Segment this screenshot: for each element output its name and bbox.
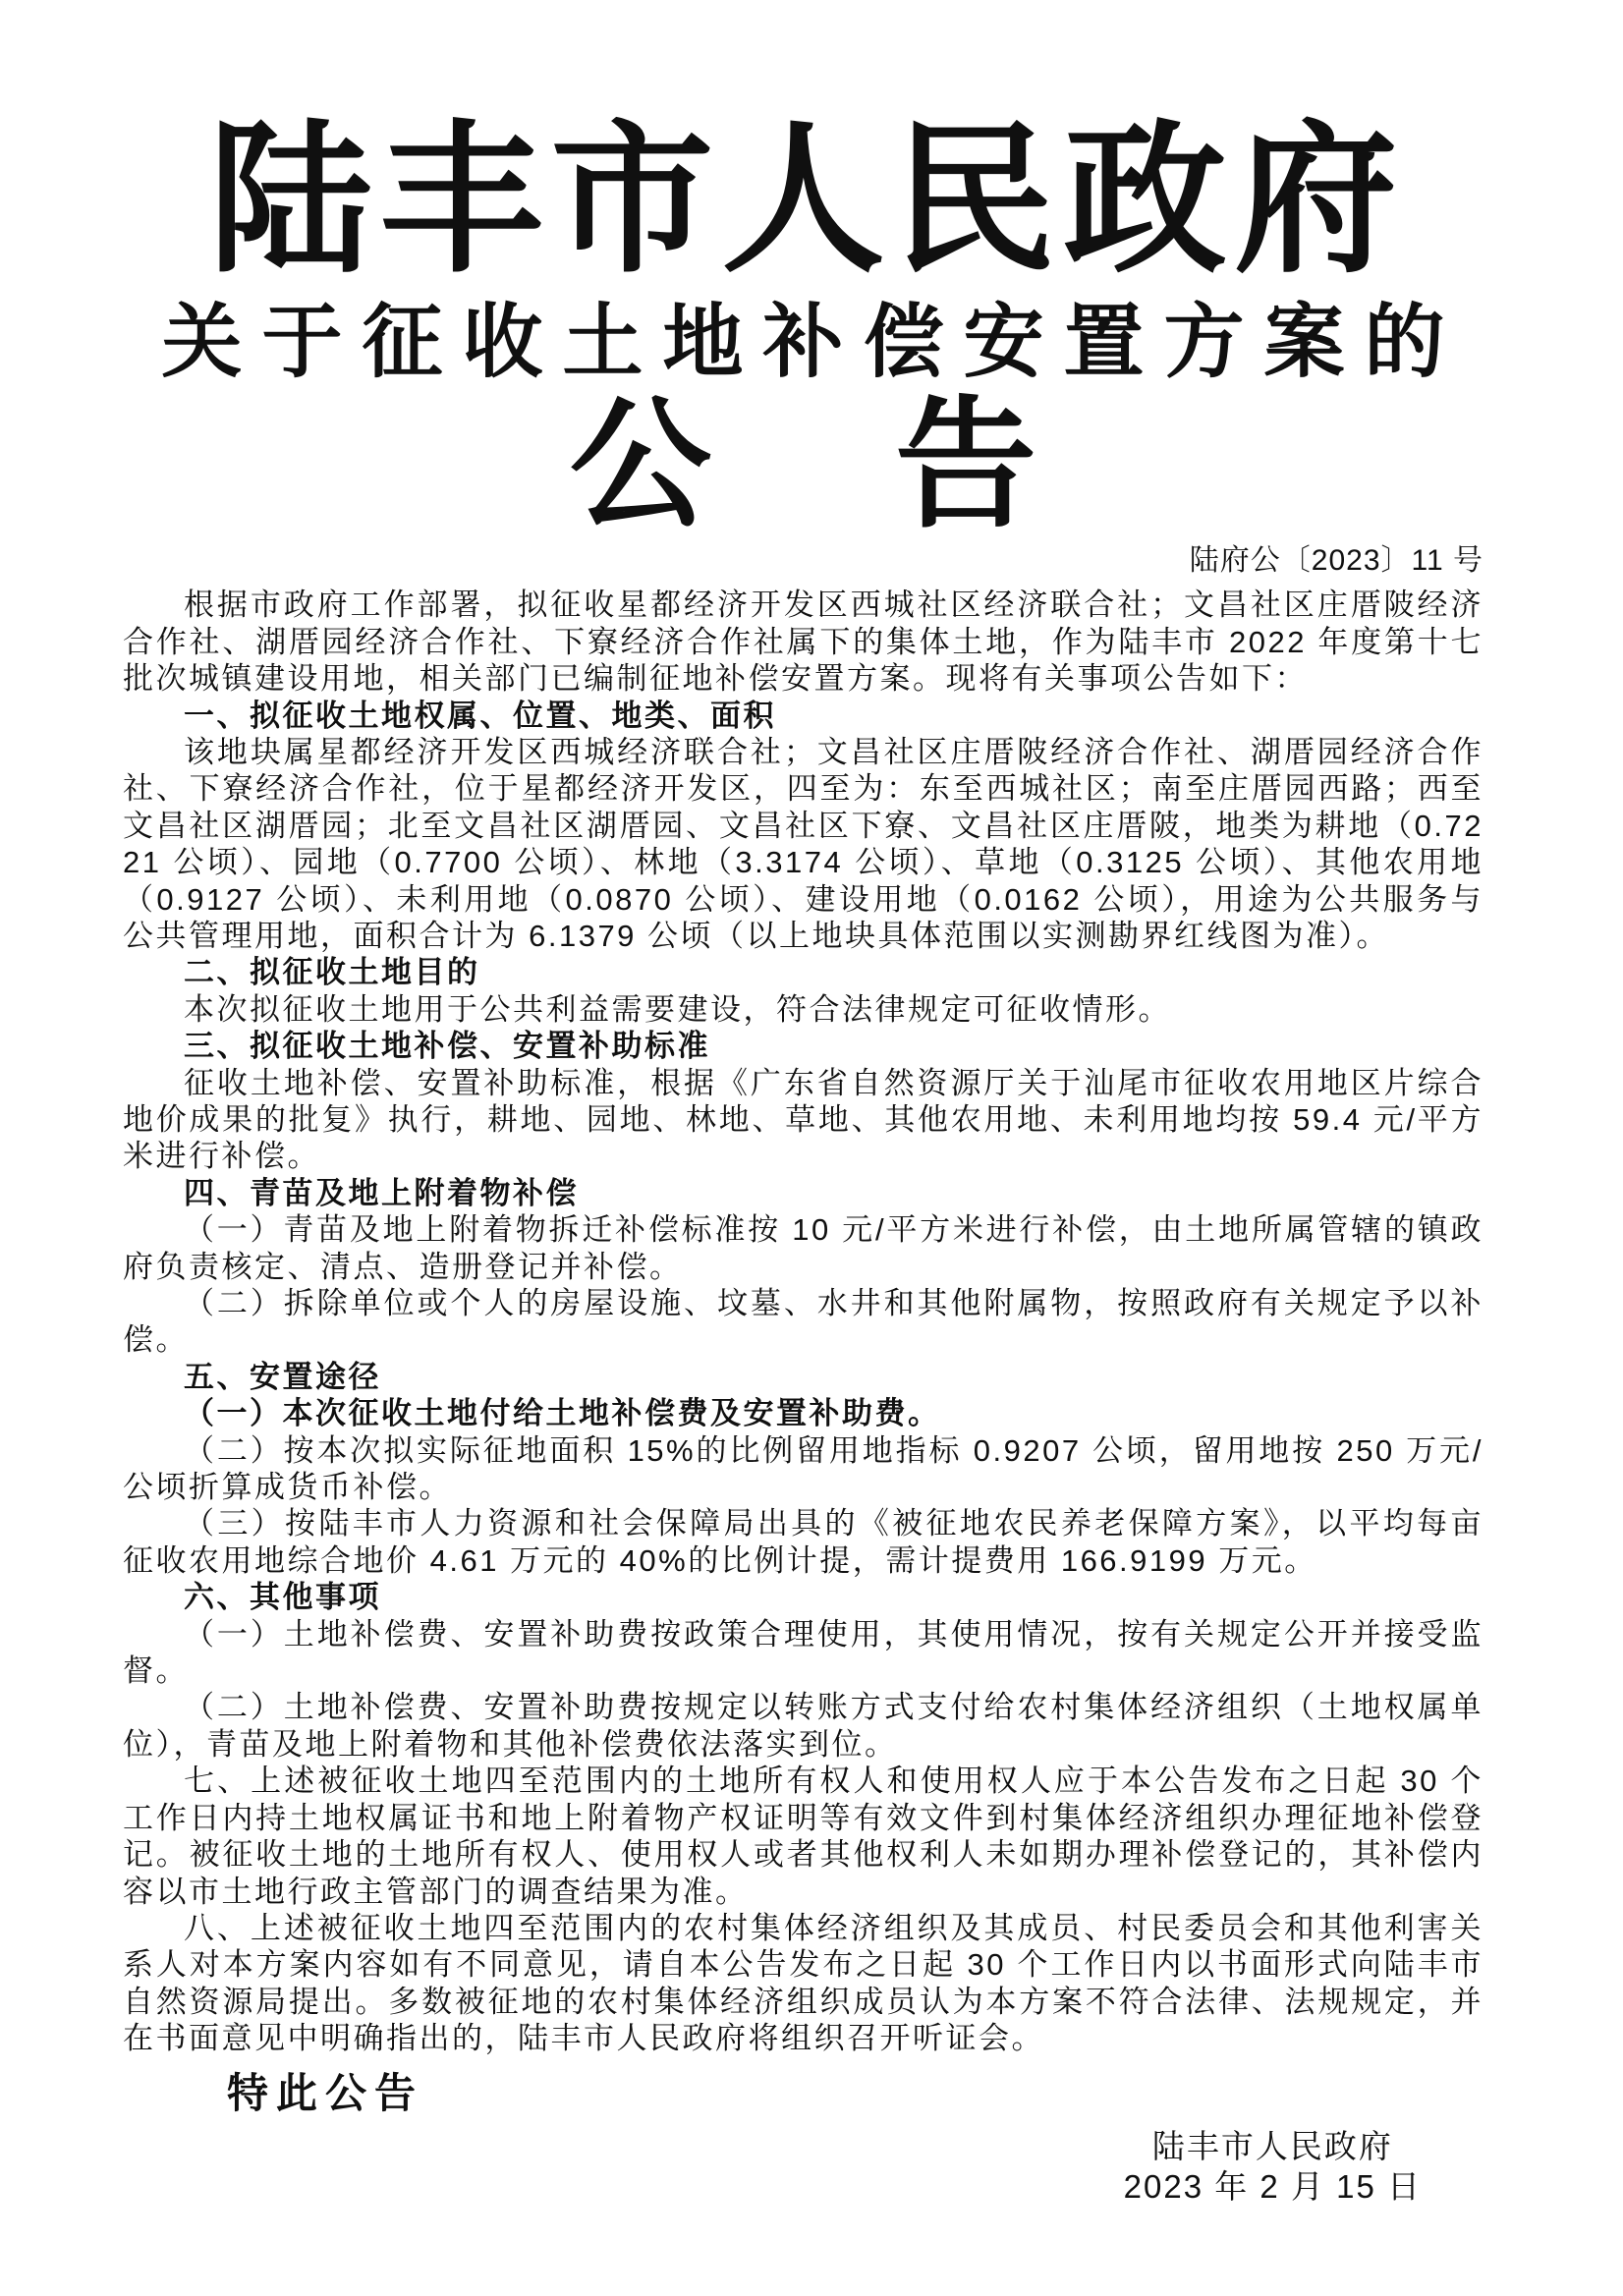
- section-6-item-1: （一）土地补偿费、安置补助费按政策合理使用，其使用情况，按有关规定公开并接受监督。: [123, 1616, 1483, 1689]
- signature-inner: [1124, 2126, 1422, 2207]
- section-6-heading: 六、其他事项: [184, 1580, 381, 1615]
- closing-statement: 特此公告: [227, 2069, 424, 2116]
- section-5-item-2: （二）按本次拟实际征地面积 15%的比例留用地指标 0.9207 公顷，留用地按 250 万元/公顷折算成货币补偿。: [123, 1432, 1483, 1505]
- section-5-heading: 五、安置途径: [184, 1359, 381, 1394]
- section-3-paragraph: 征收土地补偿、安置补助标准，根据《广东省自然资源厅关于汕尾市征收农用地区片综合地价成果的批复》执行，耕地、园地、林地、草地、其他农用地、未利用地均按 59.4 元/平方米进行补偿。: [123, 1065, 1483, 1174]
- announcement-title: 公告: [569, 389, 1221, 546]
- signature-date: 2023 年 2 月 15 日: [1123, 2167, 1422, 2205]
- section-2-paragraph: 本次拟征收土地用于公共利益需要建设，符合法律规定可征收情形。: [184, 991, 1171, 1027]
- section-6-item-2: （二）土地补偿费、安置补助费按规定以转账方式支付给农村集体经济组织（土地权属单位），青苗及地上附着物和其他补偿费依法落实到位。: [123, 1690, 1483, 1762]
- issuer-title: 陆丰市人民政府: [208, 111, 1406, 292]
- document-number: 陆府公〔2023〕11 号: [1189, 544, 1483, 578]
- signature-issuer: 陆丰市人民政府: [1151, 2127, 1393, 2164]
- section-5-item-3: （三）按陆丰市人力资源和社会保障局出具的《被征地农民养老保障方案》，以平均每亩征收农用地综合地价 4.61 万元的 40%的比例计提，需计提费用 166.9199 万元。: [123, 1506, 1483, 1578]
- section-1-paragraph: 该地块属星都经济开发区西城经济联合社；文昌社区庄厝陂经济合作社、湖厝园经济合作社、下寮经济合作社，位于星都经济开发区，四至为：东至西城社区；南至庄厝园西路；西至文昌社区湖厝园；北至文昌社区湖厝园、文昌社区下寮、文昌社区庄厝陂，地类为耕地（0.7221 公顷）、园地（0.7700 公顷）、林地（3.3174 公顷）、草地（0.3125 公顷）、其他农用地（0.9127 公顷）、未利用地（0.0870 公顷）、建设用地（0.0162 公顷），用途为公共服务与公共管理用地，面积合计为 6.1379 公顷（以上地块具体范围以实测勘界红线图为准）。: [123, 734, 1483, 953]
- section-1-heading: 一、拟征收土地权属、位置、地类、面积: [184, 698, 776, 733]
- intro-paragraph: 根据市政府工作部署，拟征收星都经济开发区西城社区经济联合社；文昌社区庄厝陂经济合作社、湖厝园经济合作社、下寮经济合作社属下的集体土地，作为陆丰市 2022 年度第十七批次城镇建设用地，相关部门已编制征地补偿安置方案。现将有关事项公告如下：: [123, 588, 1483, 697]
- announcement-body: [123, 587, 1483, 2056]
- section-3-heading: 三、拟征收土地补偿、安置补助标准: [184, 1029, 710, 1064]
- section-7-paragraph: 七、上述被征收土地四至范围内的土地所有权人和使用权人应于本公告发布之日起 30 个工作日内持土地权属证书和地上附着物产权证明等有效文件到村集体经济组织办理征地补偿登记。被征收土地的土地所有权人、使用权人或者其他权利人未如期办理补偿登记的，其补偿内容以市土地行政主管部门的调查结果为准。: [123, 1764, 1483, 1909]
- section-4-heading: 四、青苗及地上附着物补偿: [184, 1175, 579, 1210]
- subject-title: 关于征收土地补偿安置方案的: [161, 298, 1465, 388]
- signature-block: [123, 2126, 1483, 2207]
- section-4-item-2: （二）拆除单位或个人的房屋设施、坟墓、水井和其他附属物，按照政府有关规定予以补偿。: [123, 1286, 1483, 1358]
- section-4-item-1: （一）青苗及地上附着物拆迁补偿标准按 10 元/平方米进行补偿，由土地所属管辖的镇政府负责核定、清点、造册登记并补偿。: [123, 1212, 1483, 1284]
- section-5-item-1: （一）本次征收土地付给土地补偿费及安置补助费。: [184, 1396, 941, 1431]
- section-2-heading: 二、拟征收土地目的: [184, 955, 480, 990]
- section-8-paragraph: 八、上述被征收土地四至范围内的农村集体经济组织及其成员、村民委员会和其他利害关系人对本方案内容如有不同意见，请自本公告发布之日起 30 个工作日内以书面形式向陆丰市自然资源局提出。多数被征地的农村集体经济组织成员认为本方案不符合法律、法规规定，并在书面意见中明确指出的，陆丰市人民政府将组织召开听证会。: [123, 1910, 1483, 2056]
